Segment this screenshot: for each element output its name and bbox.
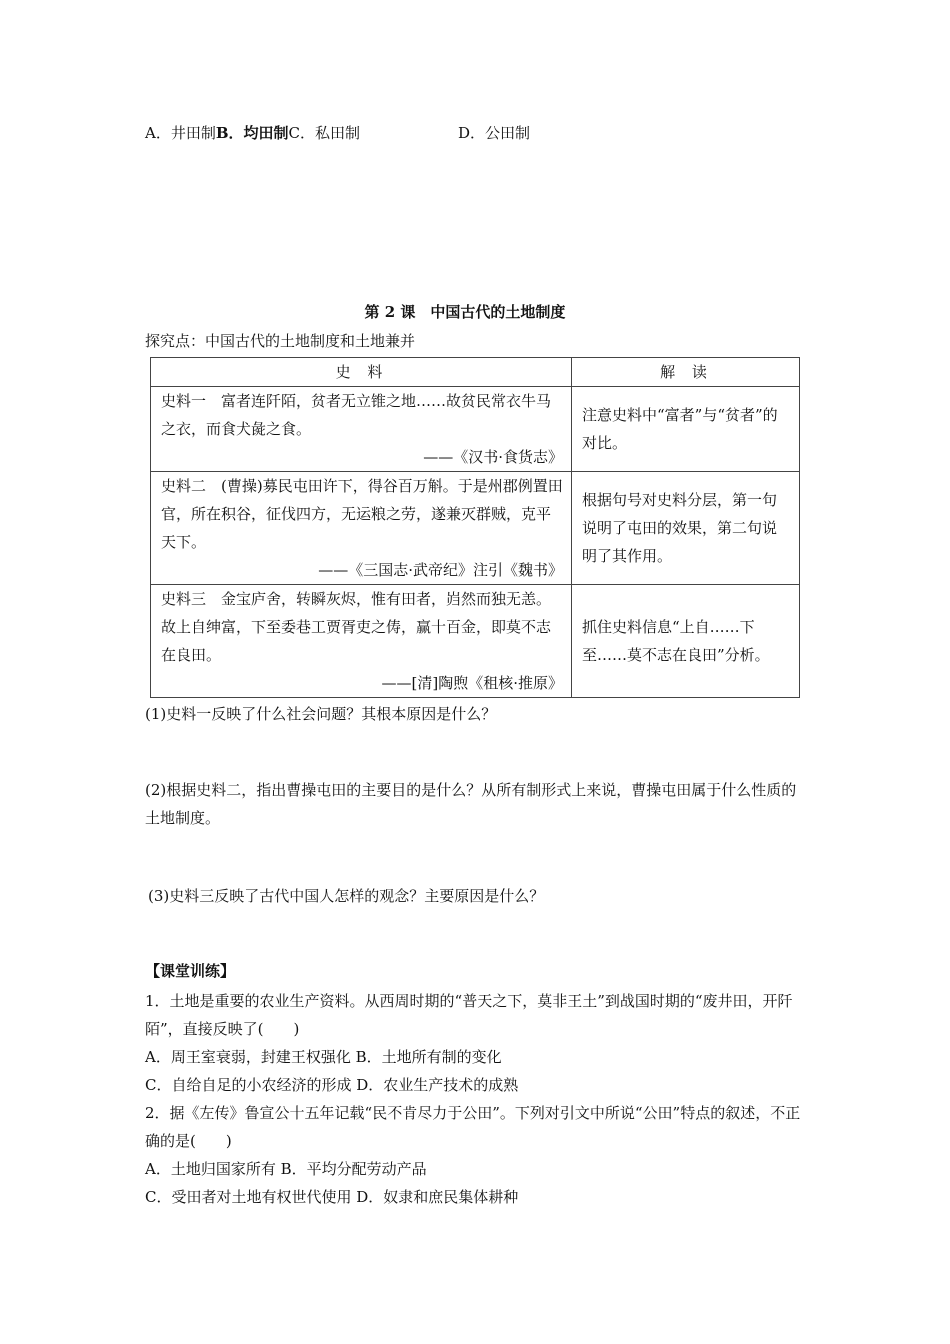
question-2: (2)根据史料二，指出曹操屯田的主要目的是什么？从所有制形式上来说，曹操屯田属于什么性质的土地制度。	[145, 781, 797, 827]
question-3: (3)史料三反映了古代中国人怎样的观念？主要原因是什么？	[148, 887, 545, 905]
source-citation: ——《三国志·武帝纪》注引《魏书》	[318, 561, 563, 579]
source-table	[150, 357, 800, 698]
source-cell	[151, 387, 572, 472]
section-title: 【课堂训练】	[145, 962, 236, 980]
exercise-options: C．自给自足的小农经济的形成 D．农业生产技术的成熟	[145, 1076, 519, 1094]
option-c: C．私田制	[288, 124, 361, 142]
header-explain: 解 读	[572, 358, 800, 387]
option-d: D．公田制	[458, 124, 531, 142]
exercise-2	[145, 1099, 810, 1211]
table-row	[151, 472, 800, 585]
explain-cell: 注意史料中“富者”与“贫者”的对比。	[572, 387, 800, 472]
source-citation: ——[清]陶煦《租核·推原》	[381, 674, 563, 692]
source-text: 史料一 富者连阡陌，贫者无立锥之地……故贫民常衣牛马之衣，而食犬彘之食。	[161, 392, 552, 438]
explore-point: 探究点：中国古代的土地制度和土地兼并	[145, 332, 416, 350]
exercise-options: A．土地归国家所有 B．平均分配劳动产品	[145, 1160, 427, 1178]
exercise-stem: 1．土地是重要的农业生产资料。从西周时期的“普天之下，莫非王土”到战国时期的“废井田，开阡陌”，直接反映了( )	[145, 992, 793, 1038]
question-1: (1)史料一反映了什么社会问题？其根本原因是什么？	[145, 705, 497, 723]
exercise-stem: 2．据《左传》鲁宣公十五年记载“民不肯尽力于公田”。下列对引文中所说“公田”特点的叙述，不正确的是( )	[145, 1104, 801, 1150]
source-text: 史料三 金宝庐舍，转瞬灰烬，惟有田者，岿然而独无恙。故上自绅富，下至委巷工贾胥吏之俦，赢十百金，即莫不志在良田。	[161, 590, 552, 664]
source-citation: ——《汉书·食货志》	[423, 448, 563, 466]
table-header-row	[151, 358, 800, 387]
source-text: 史料二 (曹操)募民屯田许下，得谷百万斛。于是州郡例置田官，所在积谷，征伐四方，无运粮之劳，遂兼灭群贼，克平天下。	[161, 477, 563, 551]
header-source: 史 料	[151, 358, 572, 387]
explain-cell: 根据句号对史料分层，第一句说明了屯田的效果，第二句说明了其作用。	[572, 472, 800, 585]
exercise-options: A．周王室衰弱，封建王权强化 B．土地所有制的变化	[145, 1048, 502, 1066]
lesson-title: 第 2 课 中国古代的土地制度	[364, 303, 566, 321]
table-row	[151, 387, 800, 472]
top-options-line	[145, 122, 530, 143]
source-cell	[151, 472, 572, 585]
option-a: A．井田制	[145, 124, 216, 142]
exercise-options: C．受田者对土地有权世代使用 D．奴隶和庶民集体耕种	[145, 1188, 519, 1206]
table-row	[151, 585, 800, 698]
explain-cell: 抓住史料信息“上自……下至……莫不志在良田”分析。	[572, 585, 800, 698]
option-b: B．均田制	[215, 124, 289, 142]
source-cell	[151, 585, 572, 698]
exercise-1	[145, 987, 810, 1099]
